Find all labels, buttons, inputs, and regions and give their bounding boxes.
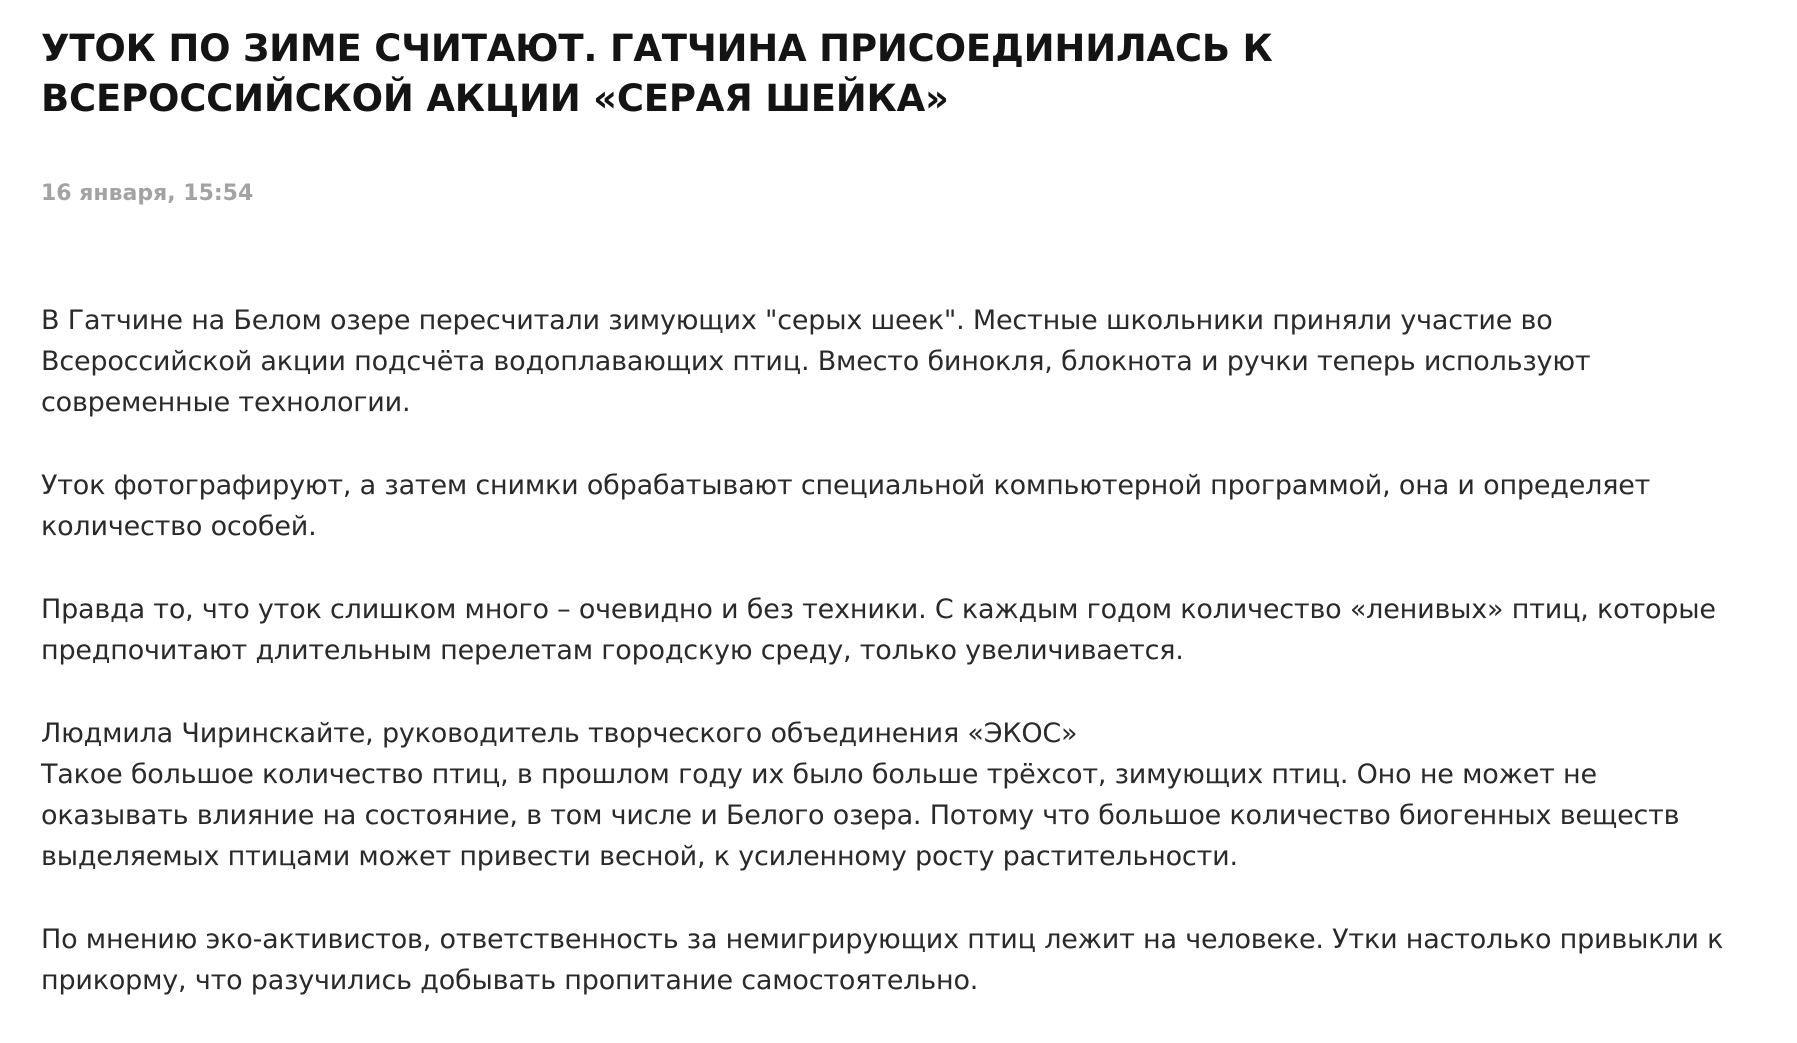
- paragraph-2: Уток фотографируют, а затем снимки обрабатывают специальной компьютерной программой, она и определяет количество особей.: [41, 470, 1651, 542]
- quote-block: [41, 713, 1741, 877]
- headline-line-2: ВСЕРОССИЙСКОЙ АКЦИИ «СЕРАЯ ШЕЙКА»: [41, 77, 949, 120]
- news-article: [41, 24, 1741, 1043]
- quote-author: Людмила Чиринскайте, руководитель творческого объединения «ЭКОС»: [41, 718, 1078, 749]
- paragraph-1: В Гатчине на Белом озере пересчитали зимующих "серых шеек". Местные школьники приняли участие во Всероссийской акции подсчёта водоплавающих птиц. Вместо бинокля, блокнота и ручки теперь используют современные технологии.: [41, 305, 1591, 418]
- article-body: [41, 300, 1741, 1001]
- quote-text: Такое большое количество птиц, в прошлом году их было больше трёхсот, зимующих птиц. Оно не может не оказывать влияние на состояние, в том числе и Белого озера. Потому что большое количество биогенных веществ выделяемых птицами может привести весной, к усиленному росту растительности.: [41, 759, 1680, 872]
- article-timestamp: 16 января, 15:54: [41, 181, 254, 206]
- article-headline: [41, 24, 1741, 124]
- paragraph-3: Правда то, что уток слишком много – очевидно и без техники. С каждым годом количество «ленивых» птиц, которые предпочитают длительным перелетам городскую среду, только увеличивается.: [41, 594, 1716, 666]
- headline-line-1: УТОК ПО ЗИМЕ СЧИТАЮТ. ГАТЧИНА ПРИСОЕДИНИЛАСЬ К: [41, 27, 1273, 70]
- paragraph-closing: По мнению эко-активистов, ответственность за немигрирующих птиц лежит на человеке. Утки настолько привыкли к прикорму, что разучились добывать пропитание самостоятельно.: [41, 924, 1724, 996]
